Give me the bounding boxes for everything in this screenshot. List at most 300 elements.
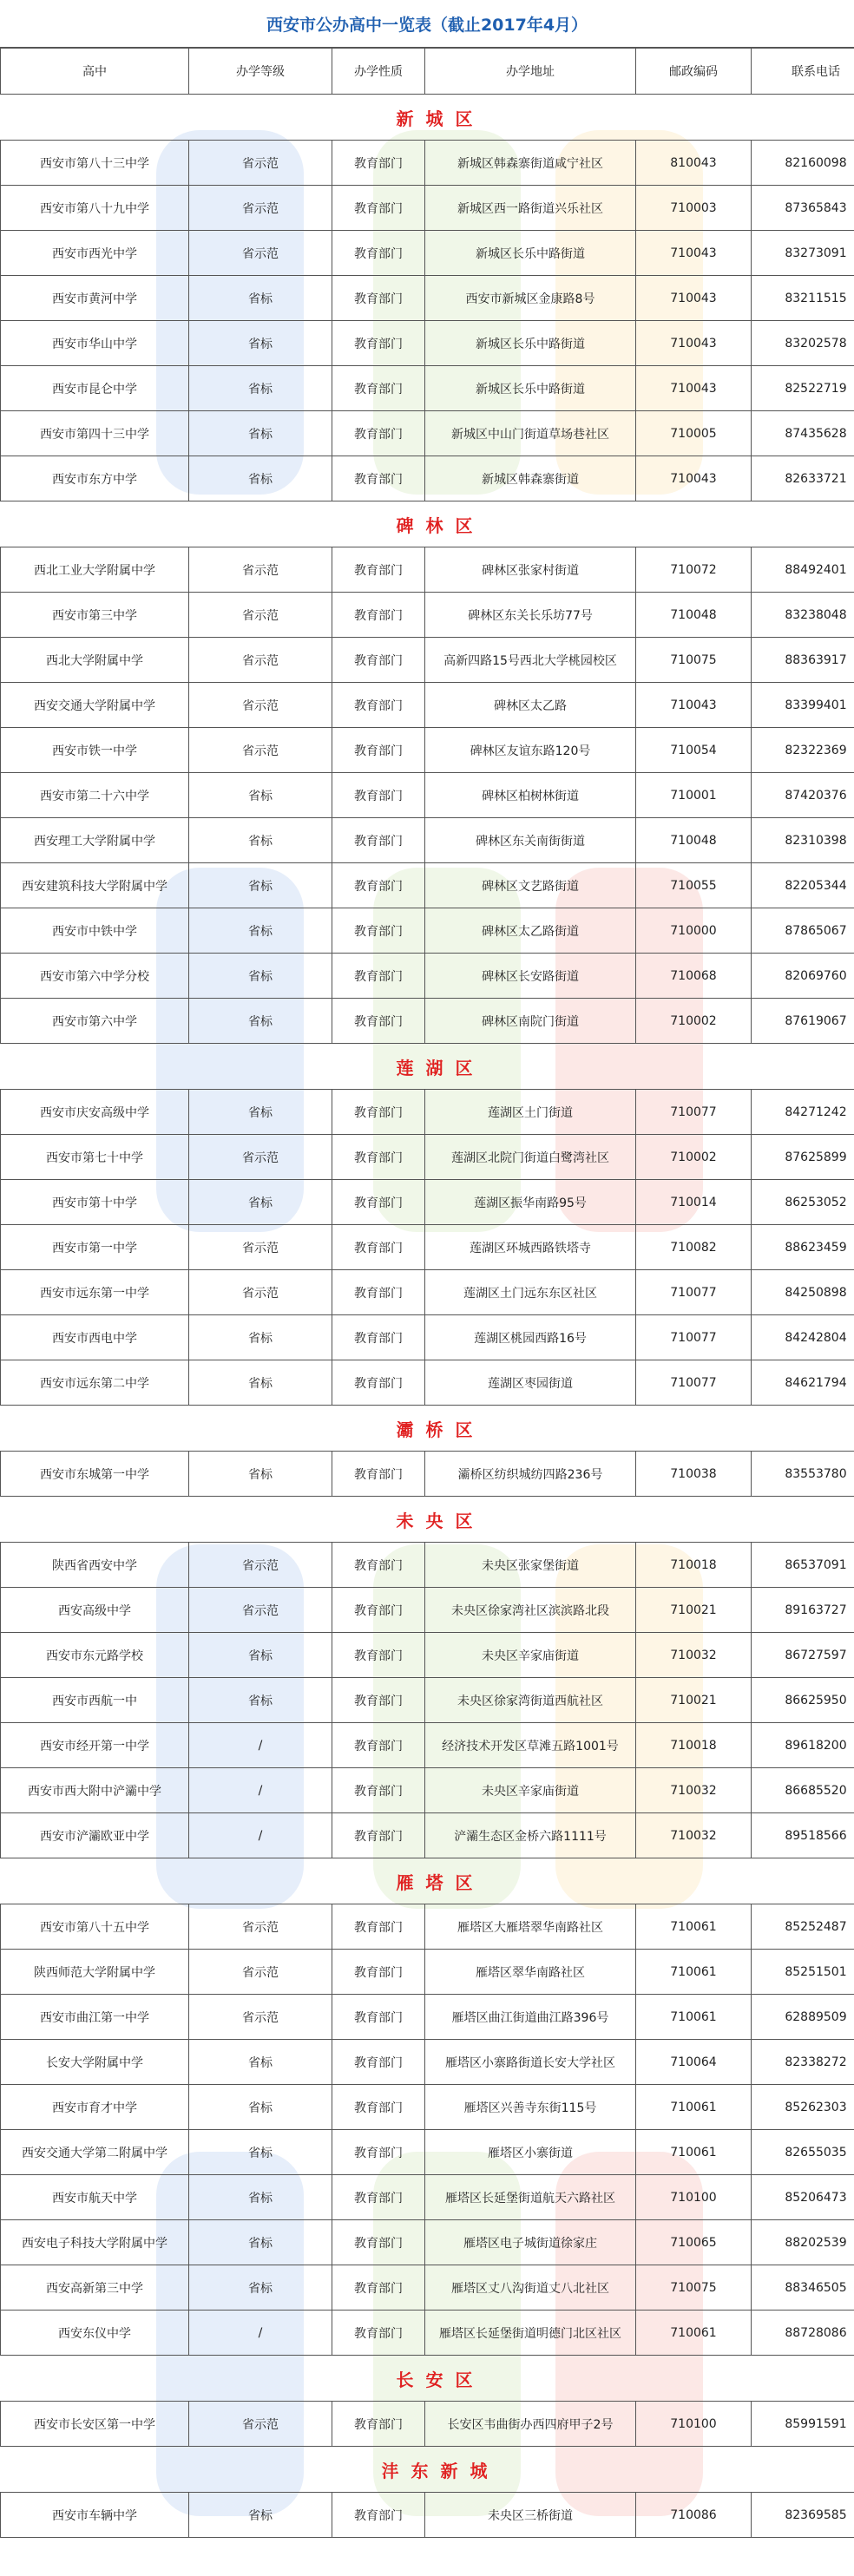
phone-cell: 62889509 — [752, 1995, 854, 2040]
phone-cell: 87435628 — [752, 411, 854, 456]
phone-cell: 87365843 — [752, 186, 854, 231]
school-name-cell: 西安高级中学 — [1, 1588, 189, 1633]
school-name-cell: 西安市昆仑中学 — [1, 366, 189, 411]
postcode-cell: 710001 — [636, 773, 752, 818]
table-row — [1, 2220, 854, 2265]
address-cell: 未央区三桥街道 — [425, 2493, 636, 2538]
table-row — [1, 638, 854, 683]
school-table — [0, 48, 854, 2538]
address-cell: 西安市新城区金康路8号 — [425, 276, 636, 321]
address-cell: 碑林区南院门街道 — [425, 999, 636, 1044]
phone-cell: 82655035 — [752, 2130, 854, 2175]
postcode-cell: 710077 — [636, 1315, 752, 1360]
nature-cell: 教育部门 — [332, 1950, 425, 1995]
nature-cell: 教育部门 — [332, 2130, 425, 2175]
level-cell: 省示范 — [189, 186, 332, 231]
school-name-cell: 西安市远东第一中学 — [1, 1270, 189, 1315]
level-cell: 省标 — [189, 999, 332, 1044]
phone-cell: 87619067 — [752, 999, 854, 1044]
school-name-cell: 西安市经开第一中学 — [1, 1723, 189, 1768]
level-cell: 省标 — [189, 2085, 332, 2130]
level-cell: 省示范 — [189, 728, 332, 773]
level-cell: / — [189, 1723, 332, 1768]
level-cell: 省标 — [189, 411, 332, 456]
phone-cell: 88623459 — [752, 1225, 854, 1270]
table-row — [1, 456, 854, 501]
nature-cell: 教育部门 — [332, 1678, 425, 1723]
level-cell: 省标 — [189, 2265, 332, 2311]
address-cell: 莲湖区土门街道 — [425, 1090, 636, 1135]
phone-cell: 88202539 — [752, 2220, 854, 2265]
school-name-cell: 西安高新第三中学 — [1, 2265, 189, 2311]
phone-cell: 86727597 — [752, 1633, 854, 1678]
table-row — [1, 1588, 854, 1633]
nature-cell: 教育部门 — [332, 908, 425, 954]
nature-cell: 教育部门 — [332, 773, 425, 818]
level-cell: 省示范 — [189, 231, 332, 276]
nature-cell: 教育部门 — [332, 2402, 425, 2447]
postcode-cell: 710014 — [636, 1180, 752, 1225]
header-phone: 联系电话 — [752, 49, 854, 95]
nature-cell: 教育部门 — [332, 2175, 425, 2220]
district-header-row — [1, 1858, 854, 1904]
table-row — [1, 2040, 854, 2085]
postcode-cell: 710077 — [636, 1090, 752, 1135]
nature-cell: 教育部门 — [332, 276, 425, 321]
address-cell: 雁塔区长延堡街道明德门北区社区 — [425, 2311, 636, 2356]
table-row — [1, 231, 854, 276]
nature-cell: 教育部门 — [332, 2493, 425, 2538]
address-cell: 碑林区东关长乐坊77号 — [425, 593, 636, 638]
page-title: 西安市公办高中一览表（截止2017年4月） — [0, 0, 854, 48]
table-header-row — [1, 49, 854, 95]
nature-cell: 教育部门 — [332, 683, 425, 728]
postcode-cell: 710072 — [636, 547, 752, 593]
postcode-cell: 710100 — [636, 2175, 752, 2220]
header-school: 高中 — [1, 49, 189, 95]
table-row — [1, 186, 854, 231]
postcode-cell: 710032 — [636, 1813, 752, 1858]
nature-cell: 教育部门 — [332, 1452, 425, 1497]
phone-cell: 87865067 — [752, 908, 854, 954]
school-name-cell: 西安市第八十五中学 — [1, 1904, 189, 1950]
postcode-cell: 710043 — [636, 456, 752, 501]
level-cell: 省示范 — [189, 1588, 332, 1633]
phone-cell: 87625899 — [752, 1135, 854, 1180]
postcode-cell: 710075 — [636, 2265, 752, 2311]
address-cell: 碑林区张家村街道 — [425, 547, 636, 593]
school-name-cell: 西安市远东第二中学 — [1, 1360, 189, 1406]
level-cell: 省标 — [189, 2220, 332, 2265]
school-name-cell: 西安市长安区第一中学 — [1, 2402, 189, 2447]
school-name-cell: 陕西师范大学附属中学 — [1, 1950, 189, 1995]
nature-cell: 教育部门 — [332, 1315, 425, 1360]
postcode-cell: 710043 — [636, 366, 752, 411]
school-name-cell: 长安大学附属中学 — [1, 2040, 189, 2085]
address-cell: 新城区西一路街道兴乐社区 — [425, 186, 636, 231]
school-name-cell: 西安市第七十中学 — [1, 1135, 189, 1180]
table-row — [1, 2085, 854, 2130]
phone-cell: 86625950 — [752, 1678, 854, 1723]
header-nature: 办学性质 — [332, 49, 425, 95]
postcode-cell: 710048 — [636, 818, 752, 863]
school-name-cell: 西安建筑科技大学附属中学 — [1, 863, 189, 908]
nature-cell: 教育部门 — [332, 1633, 425, 1678]
level-cell: 省标 — [189, 366, 332, 411]
nature-cell: 教育部门 — [332, 999, 425, 1044]
phone-cell: 83211515 — [752, 276, 854, 321]
table-row — [1, 863, 854, 908]
address-cell: 新城区韩森寨街道 — [425, 456, 636, 501]
postcode-cell: 710061 — [636, 1950, 752, 1995]
school-name-cell: 西安理工大学附属中学 — [1, 818, 189, 863]
nature-cell: 教育部门 — [332, 2085, 425, 2130]
phone-cell: 88363917 — [752, 638, 854, 683]
school-name-cell: 西安市东城第一中学 — [1, 1452, 189, 1497]
postcode-cell: 710086 — [636, 2493, 752, 2538]
address-cell: 碑林区太乙路 — [425, 683, 636, 728]
school-name-cell: 西安市第二十六中学 — [1, 773, 189, 818]
level-cell: 省示范 — [189, 1270, 332, 1315]
phone-cell: 85262303 — [752, 2085, 854, 2130]
address-cell: 雁塔区电子城街道徐家庄 — [425, 2220, 636, 2265]
district-name: 新城区 — [1, 95, 854, 141]
address-cell: 新城区长乐中路街道 — [425, 321, 636, 366]
postcode-cell: 710048 — [636, 593, 752, 638]
school-name-cell: 西安市第八十九中学 — [1, 186, 189, 231]
school-name-cell: 西安市西光中学 — [1, 231, 189, 276]
nature-cell: 教育部门 — [332, 547, 425, 593]
table-row — [1, 1090, 854, 1135]
postcode-cell: 710064 — [636, 2040, 752, 2085]
school-name-cell: 西安市航天中学 — [1, 2175, 189, 2220]
address-cell: 碑林区太乙路街道 — [425, 908, 636, 954]
header-level: 办学等级 — [189, 49, 332, 95]
nature-cell: 教育部门 — [332, 1135, 425, 1180]
school-name-cell: 西安交通大学第二附属中学 — [1, 2130, 189, 2175]
nature-cell: 教育部门 — [332, 1090, 425, 1135]
phone-cell: 82338272 — [752, 2040, 854, 2085]
level-cell: 省示范 — [189, 1225, 332, 1270]
nature-cell: 教育部门 — [332, 456, 425, 501]
address-cell: 雁塔区长延堡街道航天六路社区 — [425, 2175, 636, 2220]
phone-cell: 86253052 — [752, 1180, 854, 1225]
phone-cell: 84621794 — [752, 1360, 854, 1406]
address-cell: 雁塔区小寨路街道长安大学社区 — [425, 2040, 636, 2085]
school-name-cell: 西安市曲江第一中学 — [1, 1995, 189, 2040]
level-cell: 省标 — [189, 2130, 332, 2175]
address-cell: 未央区徐家湾街道西航社区 — [425, 1678, 636, 1723]
postcode-cell: 810043 — [636, 141, 752, 186]
postcode-cell: 710032 — [636, 1633, 752, 1678]
school-name-cell: 西安市第三中学 — [1, 593, 189, 638]
school-name-cell: 西安市第六中学 — [1, 999, 189, 1044]
address-cell: 未央区张家堡街道 — [425, 1543, 636, 1588]
postcode-cell: 710021 — [636, 1678, 752, 1723]
table-row — [1, 1135, 854, 1180]
level-cell: 省标 — [189, 1633, 332, 1678]
postcode-cell: 710055 — [636, 863, 752, 908]
table-row — [1, 141, 854, 186]
level-cell: 省标 — [189, 908, 332, 954]
level-cell: 省标 — [189, 1678, 332, 1723]
level-cell: 省标 — [189, 954, 332, 999]
address-cell: 雁塔区小寨街道 — [425, 2130, 636, 2175]
level-cell: / — [189, 2311, 332, 2356]
level-cell: 省标 — [189, 1452, 332, 1497]
postcode-cell: 710043 — [636, 276, 752, 321]
phone-cell: 82522719 — [752, 366, 854, 411]
postcode-cell: 710043 — [636, 321, 752, 366]
school-name-cell: 西安交通大学附属中学 — [1, 683, 189, 728]
level-cell: / — [189, 1768, 332, 1813]
phone-cell: 87420376 — [752, 773, 854, 818]
school-name-cell: 西安市车辆中学 — [1, 2493, 189, 2538]
nature-cell: 教育部门 — [332, 366, 425, 411]
level-cell: 省标 — [189, 863, 332, 908]
nature-cell: 教育部门 — [332, 1995, 425, 2040]
nature-cell: 教育部门 — [332, 2311, 425, 2356]
postcode-cell: 710077 — [636, 1270, 752, 1315]
nature-cell: 教育部门 — [332, 1180, 425, 1225]
district-header-row — [1, 1406, 854, 1452]
phone-cell: 85991591 — [752, 2402, 854, 2447]
header-postcode: 邮政编码 — [636, 49, 752, 95]
phone-cell: 83273091 — [752, 231, 854, 276]
postcode-cell: 710043 — [636, 231, 752, 276]
table-row — [1, 1950, 854, 1995]
address-cell: 经济技术开发区草滩五路1001号 — [425, 1723, 636, 1768]
postcode-cell: 710061 — [636, 2130, 752, 2175]
district-name: 未央区 — [1, 1497, 854, 1543]
table-row — [1, 593, 854, 638]
table-row — [1, 2311, 854, 2356]
phone-cell: 82369585 — [752, 2493, 854, 2538]
nature-cell: 教育部门 — [332, 1768, 425, 1813]
phone-cell: 83238048 — [752, 593, 854, 638]
nature-cell: 教育部门 — [332, 1360, 425, 1406]
table-row — [1, 1768, 854, 1813]
phone-cell: 83553780 — [752, 1452, 854, 1497]
table-row — [1, 1543, 854, 1588]
district-name: 雁塔区 — [1, 1858, 854, 1904]
district-header-row — [1, 501, 854, 547]
postcode-cell: 710018 — [636, 1543, 752, 1588]
address-cell: 高新四路15号西北大学桃园校区 — [425, 638, 636, 683]
phone-cell: 82160098 — [752, 141, 854, 186]
nature-cell: 教育部门 — [332, 2265, 425, 2311]
school-name-cell: 西安市庆安高级中学 — [1, 1090, 189, 1135]
phone-cell: 88346505 — [752, 2265, 854, 2311]
address-cell: 莲湖区桃园西路16号 — [425, 1315, 636, 1360]
school-name-cell: 西安市西电中学 — [1, 1315, 189, 1360]
school-name-cell: 西安电子科技大学附属中学 — [1, 2220, 189, 2265]
phone-cell: 89163727 — [752, 1588, 854, 1633]
district-header-row — [1, 1044, 854, 1090]
nature-cell: 教育部门 — [332, 1588, 425, 1633]
nature-cell: 教育部门 — [332, 141, 425, 186]
address-cell: 碑林区东关南街街道 — [425, 818, 636, 863]
level-cell: 省示范 — [189, 1135, 332, 1180]
level-cell: 省标 — [189, 276, 332, 321]
address-cell: 碑林区友谊东路120号 — [425, 728, 636, 773]
nature-cell: 教育部门 — [332, 593, 425, 638]
nature-cell: 教育部门 — [332, 1904, 425, 1950]
level-cell: 省示范 — [189, 638, 332, 683]
table-row — [1, 1270, 854, 1315]
school-name-cell: 西安市中铁中学 — [1, 908, 189, 954]
postcode-cell: 710038 — [636, 1452, 752, 1497]
address-cell: 雁塔区丈八沟街道丈八北社区 — [425, 2265, 636, 2311]
level-cell: 省标 — [189, 321, 332, 366]
phone-cell: 82633721 — [752, 456, 854, 501]
phone-cell: 84242804 — [752, 1315, 854, 1360]
table-row — [1, 1225, 854, 1270]
level-cell: 省标 — [189, 773, 332, 818]
level-cell: 省示范 — [189, 593, 332, 638]
address-cell: 碑林区柏树林街道 — [425, 773, 636, 818]
school-name-cell: 西安市第十中学 — [1, 1180, 189, 1225]
address-cell: 雁塔区翠华南路社区 — [425, 1950, 636, 1995]
nature-cell: 教育部门 — [332, 954, 425, 999]
nature-cell: 教育部门 — [332, 638, 425, 683]
phone-cell: 82069760 — [752, 954, 854, 999]
address-cell: 长安区韦曲街办西四府甲子2号 — [425, 2402, 636, 2447]
school-name-cell: 西安市东元路学校 — [1, 1633, 189, 1678]
level-cell: 省示范 — [189, 683, 332, 728]
table-row — [1, 547, 854, 593]
school-name-cell: 西安市第一中学 — [1, 1225, 189, 1270]
level-cell: 省示范 — [189, 1995, 332, 2040]
postcode-cell: 710082 — [636, 1225, 752, 1270]
table-row — [1, 2493, 854, 2538]
phone-cell: 84271242 — [752, 1090, 854, 1135]
phone-cell: 85252487 — [752, 1904, 854, 1950]
nature-cell: 教育部门 — [332, 411, 425, 456]
address-cell: 雁塔区曲江街道曲江路396号 — [425, 1995, 636, 2040]
level-cell: 省标 — [189, 1315, 332, 1360]
table-row — [1, 1315, 854, 1360]
table-row — [1, 276, 854, 321]
header-address: 办学地址 — [425, 49, 636, 95]
nature-cell: 教育部门 — [332, 728, 425, 773]
table-row — [1, 773, 854, 818]
district-name: 灞桥区 — [1, 1406, 854, 1452]
nature-cell: 教育部门 — [332, 2220, 425, 2265]
postcode-cell: 710054 — [636, 728, 752, 773]
level-cell: 省标 — [189, 1090, 332, 1135]
address-cell: 莲湖区环城西路铁塔寺 — [425, 1225, 636, 1270]
district-header-row — [1, 2447, 854, 2493]
phone-cell: 85206473 — [752, 2175, 854, 2220]
table-row — [1, 1723, 854, 1768]
address-cell: 雁塔区大雁塔翠华南路社区 — [425, 1904, 636, 1950]
postcode-cell: 710043 — [636, 683, 752, 728]
postcode-cell: 710075 — [636, 638, 752, 683]
level-cell: 省标 — [189, 2493, 332, 2538]
district-name: 莲湖区 — [1, 1044, 854, 1090]
nature-cell: 教育部门 — [332, 863, 425, 908]
level-cell: 省示范 — [189, 1543, 332, 1588]
table-row — [1, 2402, 854, 2447]
phone-cell: 86537091 — [752, 1543, 854, 1588]
school-name-cell: 陕西省西安中学 — [1, 1543, 189, 1588]
school-name-cell: 西安市黄河中学 — [1, 276, 189, 321]
level-cell: 省标 — [189, 1360, 332, 1406]
postcode-cell: 710021 — [636, 1588, 752, 1633]
level-cell: 省示范 — [189, 1950, 332, 1995]
level-cell: 省示范 — [189, 141, 332, 186]
district-header-row — [1, 95, 854, 141]
phone-cell: 88728086 — [752, 2311, 854, 2356]
table-row — [1, 818, 854, 863]
district-name: 碑林区 — [1, 501, 854, 547]
address-cell: 灞桥区纺织城纺四路236号 — [425, 1452, 636, 1497]
table-row — [1, 1678, 854, 1723]
level-cell: 省示范 — [189, 1904, 332, 1950]
table-row — [1, 1633, 854, 1678]
table-row — [1, 411, 854, 456]
phone-cell: 89618200 — [752, 1723, 854, 1768]
address-cell: 新城区长乐中路街道 — [425, 231, 636, 276]
level-cell: 省示范 — [189, 2402, 332, 2447]
nature-cell: 教育部门 — [332, 231, 425, 276]
address-cell: 未央区徐家湾社区滨滨路北段 — [425, 1588, 636, 1633]
address-cell: 新城区韩森寨街道咸宁社区 — [425, 141, 636, 186]
table-row — [1, 954, 854, 999]
level-cell: 省标 — [189, 456, 332, 501]
address-cell: 碑林区长安路街道 — [425, 954, 636, 999]
phone-cell: 82322369 — [752, 728, 854, 773]
school-name-cell: 西安市东方中学 — [1, 456, 189, 501]
district-name: 沣东新城 — [1, 2447, 854, 2493]
postcode-cell: 710003 — [636, 186, 752, 231]
table-row — [1, 1904, 854, 1950]
school-name-cell: 西安市西航一中 — [1, 1678, 189, 1723]
address-cell: 莲湖区土门远东东区社区 — [425, 1270, 636, 1315]
school-name-cell: 西安市浐灞欧亚中学 — [1, 1813, 189, 1858]
nature-cell: 教育部门 — [332, 818, 425, 863]
address-cell: 莲湖区振华南路95号 — [425, 1180, 636, 1225]
postcode-cell: 710002 — [636, 999, 752, 1044]
level-cell: 省标 — [189, 2175, 332, 2220]
address-cell: 莲湖区北院门街道白鹭湾社区 — [425, 1135, 636, 1180]
postcode-cell: 710061 — [636, 1995, 752, 2040]
table-row — [1, 999, 854, 1044]
table-row — [1, 2175, 854, 2220]
level-cell: 省标 — [189, 818, 332, 863]
phone-cell: 82310398 — [752, 818, 854, 863]
school-name-cell: 西安市西大附中浐灞中学 — [1, 1768, 189, 1813]
postcode-cell: 710061 — [636, 1904, 752, 1950]
school-name-cell: 西北大学附属中学 — [1, 638, 189, 683]
address-cell: 新城区中山门街道草场巷社区 — [425, 411, 636, 456]
table-row — [1, 683, 854, 728]
postcode-cell: 710002 — [636, 1135, 752, 1180]
table-row — [1, 1180, 854, 1225]
address-cell: 新城区长乐中路街道 — [425, 366, 636, 411]
nature-cell: 教育部门 — [332, 1723, 425, 1768]
school-name-cell: 西安市育才中学 — [1, 2085, 189, 2130]
table-row — [1, 2130, 854, 2175]
school-name-cell: 西安东仪中学 — [1, 2311, 189, 2356]
nature-cell: 教育部门 — [332, 1813, 425, 1858]
postcode-cell: 710061 — [636, 2311, 752, 2356]
nature-cell: 教育部门 — [332, 1225, 425, 1270]
school-name-cell: 西安市华山中学 — [1, 321, 189, 366]
school-name-cell: 西北工业大学附属中学 — [1, 547, 189, 593]
table-row — [1, 1360, 854, 1406]
